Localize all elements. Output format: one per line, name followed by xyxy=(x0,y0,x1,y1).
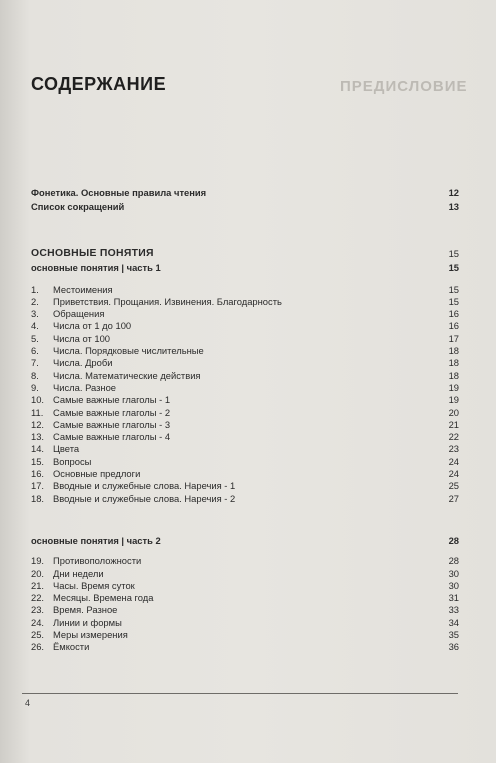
toc-entry-page: 13 xyxy=(448,201,459,213)
toc-item-page: 35 xyxy=(448,629,459,641)
toc-item-number: 6. xyxy=(31,345,39,357)
toc-item-page: 34 xyxy=(448,616,459,628)
toc-item-label: Противоположности xyxy=(53,555,142,567)
section-title: ОСНОВНЫЕ ПОНЯТИЯ xyxy=(31,248,154,259)
toc-item[interactable] xyxy=(31,345,459,357)
toc-item-page: 33 xyxy=(448,604,459,616)
toc-front-entries xyxy=(31,187,459,214)
part-page: 28 xyxy=(448,535,459,546)
toc-item-number: 10. xyxy=(31,394,45,406)
toc-item-title xyxy=(31,333,110,345)
toc-item-number: 8. xyxy=(31,369,39,381)
toc-item-title xyxy=(31,284,113,296)
toc-item-label: Время. Разное xyxy=(53,604,118,616)
toc-item[interactable] xyxy=(31,629,459,641)
part-heading[interactable] xyxy=(31,262,459,274)
toc-item[interactable] xyxy=(31,617,459,629)
bleed-through-text: ПРЕДИСЛОВИЕ xyxy=(340,78,468,95)
toc-item-page: 19 xyxy=(448,381,459,393)
toc-item-label: Самые важные глаголы - 3 xyxy=(53,418,171,430)
toc-item-number: 24. xyxy=(31,616,45,628)
toc-item-label: Приветствия. Прощания. Извинения. Благодарность xyxy=(53,295,282,307)
toc-item-number: 17. xyxy=(31,480,45,492)
toc-item-number: 22. xyxy=(31,592,45,604)
toc-entry-title: Фонетика. Основные правила чтения xyxy=(31,187,207,198)
toc-item-number: 25. xyxy=(31,629,45,641)
toc-item[interactable] xyxy=(31,296,459,308)
toc-item-title xyxy=(31,592,153,604)
section-page: 15 xyxy=(448,248,459,259)
part-title: основные понятия | часть 2 xyxy=(31,535,161,546)
toc-item-label: Цвета xyxy=(53,443,80,455)
toc-item-label: Вопросы xyxy=(53,455,92,467)
toc-item-number: 23. xyxy=(31,604,45,616)
toc-item-page: 17 xyxy=(448,332,459,344)
toc-item-label: Числа. Порядковые числительные xyxy=(53,345,204,357)
toc-item-page: 28 xyxy=(448,555,459,567)
toc-item-title xyxy=(31,370,201,382)
page-title: СОДЕРЖАНИЕ xyxy=(31,74,167,94)
toc-item-title xyxy=(31,629,128,641)
toc-item[interactable] xyxy=(31,555,459,567)
toc-item-page: 15 xyxy=(448,283,459,295)
toc-item[interactable] xyxy=(31,407,459,419)
toc-item-title xyxy=(31,308,104,320)
toc-item-label: Самые важные глаголы - 2 xyxy=(53,406,171,418)
toc-item-label: Ёмкости xyxy=(53,641,90,653)
toc-item-number: 26. xyxy=(31,641,45,653)
toc-entry[interactable] xyxy=(31,187,459,199)
toc-item-page: 15 xyxy=(448,295,459,307)
toc-item-title xyxy=(31,480,235,492)
toc-entry-page: 12 xyxy=(448,187,459,198)
part-heading[interactable] xyxy=(31,535,459,547)
toc-item-label: Вводные и служебные слова. Наречия - 1 xyxy=(53,480,236,492)
toc-item-page: 30 xyxy=(448,567,459,579)
toc-entry[interactable] xyxy=(31,201,459,213)
toc-item-page: 21 xyxy=(448,418,459,430)
toc-item-page: 16 xyxy=(448,320,459,332)
toc-item-label: Линии и формы xyxy=(53,616,122,628)
toc-item-page: 25 xyxy=(448,480,459,492)
toc-item-label: Числа. Дроби xyxy=(53,357,113,369)
toc-item[interactable] xyxy=(31,419,459,431)
toc-item-number: 12. xyxy=(31,418,45,430)
toc-item[interactable] xyxy=(31,394,459,406)
toc-item-number: 11. xyxy=(31,406,44,418)
toc-item-number: 7. xyxy=(31,357,39,369)
toc-item[interactable] xyxy=(31,641,459,653)
toc-item-title xyxy=(31,555,141,567)
toc-item-title xyxy=(31,493,235,505)
toc-item-title xyxy=(31,357,112,369)
toc-item[interactable] xyxy=(31,308,459,320)
toc-item-page: 19 xyxy=(448,394,459,406)
toc-item-label: Числа от 1 до 100 xyxy=(53,320,132,332)
toc-item-title xyxy=(31,431,170,443)
toc-item-title xyxy=(31,568,104,580)
toc-item-label: Дни недели xyxy=(53,567,104,579)
toc-item-title xyxy=(31,419,170,431)
toc-item-title xyxy=(31,580,135,592)
toc-item-number: 13. xyxy=(31,431,45,443)
toc-item-title xyxy=(31,382,116,394)
toc-item-number: 15. xyxy=(31,455,45,467)
toc-item[interactable] xyxy=(31,333,459,345)
toc-item[interactable] xyxy=(31,382,459,394)
toc-item-number: 1. xyxy=(31,283,39,295)
toc-item[interactable] xyxy=(31,357,459,369)
toc-item-page: 22 xyxy=(448,431,459,443)
toc-item-number: 21. xyxy=(31,579,45,591)
toc-item-title xyxy=(31,617,122,629)
toc-item-number: 4. xyxy=(31,320,39,332)
toc-item-page: 18 xyxy=(448,345,459,357)
toc-item-page: 30 xyxy=(448,579,459,591)
toc-item[interactable] xyxy=(31,320,459,332)
toc-item-title xyxy=(31,407,170,419)
toc-item-title xyxy=(31,641,89,653)
toc-item-number: 5. xyxy=(31,332,39,344)
toc-item-label: Часы. Время суток xyxy=(53,579,135,591)
toc-item-page: 16 xyxy=(448,308,459,320)
toc-item[interactable] xyxy=(31,456,459,468)
toc-item-title xyxy=(31,394,170,406)
toc-item-label: Самые важные глаголы - 4 xyxy=(53,431,171,443)
toc-item[interactable] xyxy=(31,370,459,382)
toc-item-title xyxy=(31,443,79,455)
toc-entry-title: Список сокращений xyxy=(31,201,125,213)
toc-item[interactable] xyxy=(31,604,459,616)
part-title: основные понятия | часть 1 xyxy=(31,262,161,274)
toc-item-label: Местоимения xyxy=(53,283,113,295)
toc-item-title xyxy=(31,468,140,480)
toc-item-label: Числа. Разное xyxy=(53,381,117,393)
section-heading[interactable] xyxy=(31,248,459,260)
toc-item-number: 19. xyxy=(31,555,45,567)
toc-item[interactable] xyxy=(31,443,459,455)
toc-item[interactable] xyxy=(31,592,459,604)
toc-item-page: 18 xyxy=(448,369,459,381)
toc-item-number: 9. xyxy=(31,381,39,393)
part1-list xyxy=(31,284,459,505)
toc-item-title xyxy=(31,345,204,357)
toc-item-page: 24 xyxy=(448,468,459,480)
toc-item-label: Числа. Математические действия xyxy=(53,369,201,381)
toc-item-label: Числа от 100 xyxy=(53,332,111,344)
toc-section-main xyxy=(31,248,459,505)
toc-item-number: 14. xyxy=(31,443,45,455)
toc-item-page: 27 xyxy=(448,492,459,504)
footer-rule xyxy=(22,693,458,694)
toc-item-page: 20 xyxy=(448,406,459,418)
toc-item[interactable] xyxy=(31,431,459,443)
toc-item-page: 18 xyxy=(448,357,459,369)
toc-item-label: Меры измерения xyxy=(53,629,128,641)
toc-item[interactable] xyxy=(31,568,459,580)
toc-item-label: Основные предлоги xyxy=(53,468,141,480)
toc-item-page: 36 xyxy=(448,641,459,653)
toc-item-number: 3. xyxy=(31,308,39,320)
toc-item-label: Месяцы. Времена года xyxy=(53,592,154,604)
toc-item-title xyxy=(31,296,282,308)
page-number: 4 xyxy=(25,698,31,708)
toc-item-title xyxy=(31,604,117,616)
toc-item-number: 20. xyxy=(31,567,45,579)
toc-item-title xyxy=(31,320,131,332)
toc-item[interactable] xyxy=(31,480,459,492)
toc-item[interactable] xyxy=(31,468,459,480)
toc-item-number: 2. xyxy=(31,295,39,307)
part-page: 15 xyxy=(448,262,459,274)
toc-item-label: Вводные и служебные слова. Наречия - 2 xyxy=(53,492,236,504)
toc-item[interactable] xyxy=(31,493,459,505)
toc-item[interactable] xyxy=(31,284,459,296)
toc-item-number: 16. xyxy=(31,468,45,480)
toc-item-page: 23 xyxy=(448,443,459,455)
toc-section-part2 xyxy=(31,535,459,654)
toc-item-label: Обращения xyxy=(53,308,105,320)
toc-item-title xyxy=(31,456,91,468)
part2-list xyxy=(31,555,459,653)
toc-item-label: Самые важные глаголы - 1 xyxy=(53,394,171,406)
toc-item-page: 31 xyxy=(448,592,459,604)
toc-item-number: 18. xyxy=(31,492,45,504)
toc-item-page: 24 xyxy=(448,455,459,467)
toc-item[interactable] xyxy=(31,580,459,592)
